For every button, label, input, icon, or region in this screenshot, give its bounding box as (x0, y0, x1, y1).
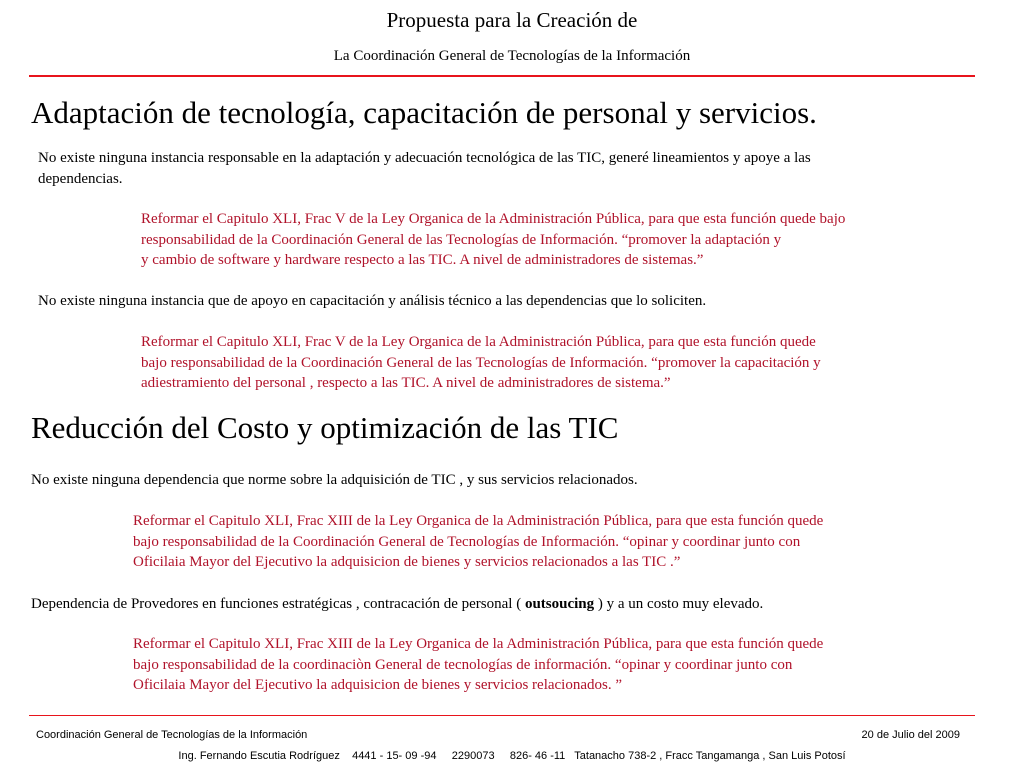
issue-paragraph (31, 470, 638, 491)
footer-date: 20 de Julio del 2009 (861, 729, 960, 741)
header-rule (29, 75, 975, 77)
text-line: No existe ninguna instancia que de apoyo en capacitación y análisis técnico a las dependencias que lo soliciten. (38, 293, 707, 309)
footer-organization: Coordinación General de Tecnologías de la Información (36, 729, 308, 741)
text-line: y cambio de software y hardware respecto a las TIC. A nivel de administradores de sistemas.” (141, 252, 704, 268)
proposal-paragraph (141, 209, 845, 271)
text-line: Oficilaia Mayor del Ejecutivo la adquisicion de bienes y servicios relacionados. ” (133, 677, 623, 693)
text-line: Reformar el Capitulo XLI, Frac V de la Ley Organica de la Administración Pública, para que esta función quede bajo (141, 211, 846, 227)
text-line: Reformar el Capitulo XLI, Frac XIII de la Ley Organica de la Administración Pública, para que esta función quede (133, 636, 824, 652)
outsourcing-term: outsoucing (524, 596, 595, 612)
section-heading-adaptation: Adaptación de tecnología, capacitación de personal y servicios. (31, 95, 817, 130)
text-line: No existe ninguna instancia responsable en la adaptación y adecuación tecnológica de las TIC, generé lineamientos y apoye a las (38, 150, 811, 166)
issue-paragraph (38, 148, 811, 189)
header-subtitle: La Coordinación General de Tecnologías de la Información (333, 48, 691, 64)
text-line: Reformar el Capitulo XLI, Frac XIII de la Ley Organica de la Administración Pública, para que esta función quede (133, 513, 824, 529)
text-line: responsabilidad de la Coordinación General de las Tecnologías de Información. “promover la adaptación y (141, 231, 782, 248)
proposal-paragraph (133, 634, 823, 696)
text-line: adiestramiento del personal , respecto a las TIC. A nivel de administradores de sistema.” (141, 375, 671, 391)
issue-paragraph (38, 291, 706, 312)
issue-paragraph (31, 594, 763, 615)
issue-text-after: ) y a un costo muy elevado. (594, 596, 764, 612)
text-line: bajo responsabilidad de la coordinaciòn General de tecnologías de información. “opinar y coordinar junto con (133, 656, 793, 673)
text-line: bajo responsabilidad de la Coordinación General de las Tecnologías de Información. “promover la capacitación y (141, 354, 821, 371)
text-line: Reformar el Capitulo XLI, Frac V de la Ley Organica de la Administración Pública, para que esta función quede (141, 334, 816, 350)
proposal-paragraph (141, 332, 821, 394)
footer-contact: Ing. Fernando Escutia Rodríguez 4441 - 15- 09 -94 2290073 826- 46 -11 Tatanacho 738-2 , Fracc Tangamanga , San Luis Potosí (178, 750, 846, 762)
proposal-paragraph (133, 511, 823, 573)
text-line: Oficilaia Mayor del Ejecutivo la adquisicion de bienes y servicios relacionados a las TIC .” (133, 554, 681, 570)
text-line: dependencias. (38, 170, 123, 187)
issue-text-before: Dependencia de Provedores en funciones estratégicas , contracación de personal ( (31, 596, 525, 612)
text-line: No existe ninguna dependencia que norme sobre la adquisición de TIC , y sus servicios relacionados. (31, 472, 638, 488)
text-line (31, 594, 763, 615)
text-line: bajo responsabilidad de la Coordinación General de Tecnologías de Información. “opinar y coordinar junto con (133, 533, 801, 550)
footer-rule (29, 715, 975, 716)
section-heading-cost-reduction: Reducción del Costo y optimización de las TIC (31, 410, 619, 445)
header-title: Propuesta para la Creación de (386, 8, 638, 32)
